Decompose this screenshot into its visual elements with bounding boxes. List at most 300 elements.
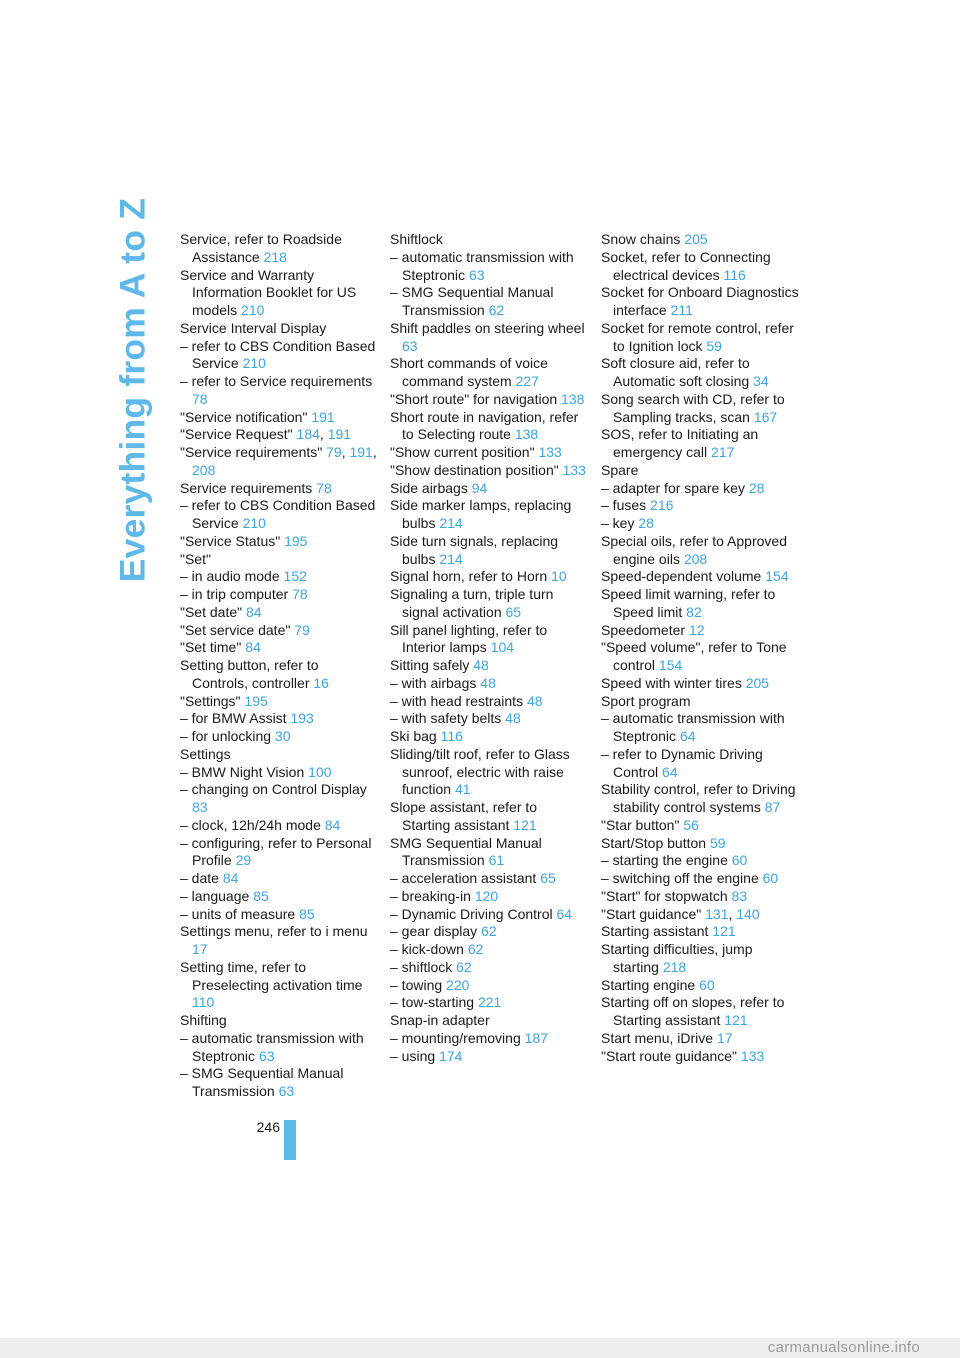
page-reference-link[interactable]: 133 — [562, 461, 586, 478]
index-term: – refer to CBS Condition Based Service — [180, 497, 376, 531]
index-entry — [601, 391, 799, 427]
page-reference-link[interactable]: 140 — [736, 905, 760, 922]
page-reference-link[interactable]: 60 — [699, 976, 715, 993]
page-reference-link[interactable]: 78 — [192, 390, 208, 407]
index-entry — [390, 568, 588, 586]
index-entry — [390, 355, 588, 391]
index-term: – starting the engine — [601, 852, 728, 869]
index-entry — [390, 799, 588, 835]
index-term: Socket for remote control, refer to Ignition lock — [601, 319, 794, 354]
page-reference-link[interactable]: 210 — [242, 355, 266, 372]
page-reference-link[interactable]: 193 — [290, 710, 314, 727]
index-entry — [601, 923, 799, 941]
index-term: – refer to Service requirements — [180, 373, 373, 389]
index-entry — [601, 497, 799, 515]
page-reference-link[interactable]: 154 — [765, 568, 789, 585]
page-reference-link[interactable]: 191 — [349, 444, 373, 460]
index-term: – breaking-in — [390, 887, 471, 904]
page-reference-link[interactable]: 210 — [241, 302, 265, 318]
page-reference-link[interactable]: 63 — [402, 337, 418, 354]
index-entry: "Start guidance" 131, 140 — [601, 905, 760, 922]
index-term: – in audio mode — [180, 568, 280, 585]
index-term: SMG Sequential Manual Transmission — [390, 834, 542, 869]
page-reference-link[interactable]: 60 — [762, 870, 779, 886]
index-term: Side airbags — [390, 479, 468, 496]
page-reference-link[interactable]: 64 — [556, 905, 573, 922]
index-term: – key — [601, 515, 635, 531]
chapter-side-title — [109, 197, 157, 583]
index-term: "Speed volume", refer to Tone control — [601, 639, 787, 673]
page-reference-link[interactable]: 83 — [192, 799, 208, 815]
index-entry — [390, 249, 588, 285]
page-reference-link[interactable]: 56 — [683, 816, 699, 833]
index-term: – using — [390, 1047, 436, 1064]
index-term: – refer to Dynamic Driving Control — [601, 745, 763, 780]
page-reference-link[interactable]: 218 — [662, 958, 687, 975]
index-term: Shift paddles on steering wheel — [390, 319, 585, 336]
index-entry — [601, 941, 799, 977]
page-reference-link[interactable]: 62 — [467, 941, 484, 957]
page-reference-link[interactable]: 28 — [638, 515, 654, 531]
page-reference-link[interactable]: 84 — [324, 816, 341, 833]
index-entry — [601, 284, 799, 320]
index-entry — [390, 977, 588, 995]
index-term: "Set" — [180, 550, 211, 567]
index-term: – switching off the engine — [601, 870, 759, 886]
index-entry — [390, 835, 588, 871]
index-term: Ski bag — [390, 728, 437, 744]
index-term: Short commands of voice command system — [390, 355, 548, 389]
index-term: Service requirements — [180, 479, 313, 496]
index-term: "Start" for stopwatch — [601, 887, 728, 904]
index-entry — [601, 746, 799, 782]
index-entry — [180, 817, 378, 835]
page-reference-link[interactable]: 78 — [316, 479, 332, 496]
index-entry — [390, 1030, 588, 1048]
footer-watermark: carmanualsonline.info — [767, 1339, 920, 1356]
page-reference-link[interactable]: 167 — [753, 408, 778, 425]
index-term: Shiftlock — [390, 231, 443, 247]
index-entry — [180, 693, 378, 711]
page-reference-link[interactable]: 84 — [245, 639, 261, 656]
index-entry — [601, 870, 799, 888]
index-entry — [390, 444, 588, 462]
page-reference-link[interactable]: 184 — [296, 426, 320, 443]
page-reference-link[interactable]: 85 — [299, 905, 315, 922]
page-reference-link[interactable]: 63 — [258, 1047, 275, 1064]
page-reference-link[interactable]: 110 — [192, 994, 215, 1011]
index-term: – automatic transmission with Steptronic — [180, 1029, 364, 1064]
index-term: Signal horn, refer to Horn — [390, 568, 548, 585]
index-term: "Short route" for navigation — [390, 390, 558, 407]
index-entry — [180, 657, 378, 693]
index-entry: "Service Request" 184, 191 — [180, 426, 352, 443]
page-reference-link[interactable]: 60 — [731, 852, 748, 869]
page-reference-link[interactable]: 16 — [313, 674, 329, 691]
index-entry — [601, 977, 799, 995]
index-entry — [601, 835, 799, 853]
index-term: Setting button, refer to Controls, controller — [180, 657, 319, 691]
index-term: Special oils, refer to Approved engine oils — [601, 532, 787, 567]
index-term: – in trip computer — [180, 586, 289, 602]
index-term: Shifting — [180, 1012, 227, 1028]
index-term: – SMG Sequential Manual Transmission — [180, 1065, 344, 1099]
index-entry — [180, 551, 378, 569]
page-reference-link[interactable]: 79 — [294, 621, 310, 638]
index-term: Speedometer — [601, 621, 686, 638]
index-entry — [601, 888, 799, 906]
index-entry — [601, 994, 799, 1030]
page-reference-link[interactable]: 214 — [439, 515, 463, 531]
index-term: "Service Status" — [180, 532, 281, 549]
page-reference-link[interactable]: 100 — [308, 763, 332, 780]
page-reference-link[interactable]: 104 — [490, 639, 515, 656]
page-reference-link[interactable]: 174 — [439, 1047, 463, 1064]
page-reference-link[interactable]: 217 — [711, 444, 735, 460]
index-term: "Start route guidance" — [601, 1047, 738, 1064]
index-entry — [180, 835, 378, 871]
chapter-side-title-text: Everything from A to Z — [112, 197, 153, 583]
index-entry — [180, 409, 378, 427]
index-entry — [390, 1048, 588, 1066]
index-entry — [390, 409, 588, 445]
page-reference-link[interactable]: 82 — [686, 603, 702, 620]
index-entry — [390, 231, 588, 249]
page-reference-link[interactable]: 17 — [716, 1029, 733, 1046]
page-reference-link[interactable]: 208 — [192, 461, 216, 478]
index-term: – adapter for spare key — [601, 479, 745, 496]
index-term: "Set service date" — [180, 621, 291, 638]
index-term: – mounting/removing — [390, 1029, 521, 1046]
index-term: – for unlocking — [180, 728, 272, 744]
index-term: Starting difficulties, jump starting — [601, 941, 753, 975]
page-reference-link[interactable]: 59 — [709, 834, 726, 851]
index-entry — [601, 675, 799, 693]
page-reference-link[interactable]: 84 — [222, 870, 239, 886]
index-entry — [180, 480, 378, 498]
page-number: 246 — [256, 1119, 280, 1135]
index-term: Start/Stop button — [601, 834, 707, 851]
index-term: Settings — [180, 745, 231, 762]
index-entry — [390, 1012, 588, 1030]
index-term: – with head restraints — [390, 692, 524, 709]
page-reference-link[interactable]: 87 — [764, 799, 781, 815]
index-entry — [180, 568, 378, 586]
page-reference-link[interactable]: 187 — [524, 1029, 548, 1046]
index-entry — [601, 622, 799, 640]
index-term: – clock, 12h/24h mode — [180, 816, 321, 833]
index-entry — [180, 338, 378, 374]
page-reference-link[interactable]: 48 — [480, 674, 496, 691]
page-reference-link[interactable]: 208 — [683, 550, 708, 567]
index-entry — [180, 906, 378, 924]
index-entry — [180, 604, 378, 622]
page-reference-link[interactable]: 152 — [283, 568, 307, 585]
index-term: "Show current position" — [390, 444, 535, 460]
page-reference-link[interactable]: 205 — [684, 231, 708, 247]
index-entry — [180, 746, 378, 764]
page-reference-link[interactable]: 61 — [488, 852, 505, 869]
index-term: "Set time" — [180, 639, 242, 656]
page-reference-link[interactable]: 220 — [446, 976, 470, 993]
index-term: – refer to CBS Condition Based Service — [180, 337, 376, 372]
index-entry — [180, 888, 378, 906]
page-reference-link[interactable]: 138 — [561, 390, 585, 407]
index-entry — [390, 906, 588, 924]
index-term: "Show destination position" — [390, 461, 559, 478]
index-entry — [180, 764, 378, 782]
index-entry — [180, 959, 378, 1012]
page-reference-link[interactable]: 64 — [662, 763, 678, 780]
index-term: – language — [180, 887, 250, 904]
footer-bar — [0, 1338, 960, 1358]
index-entry — [180, 267, 378, 320]
page-reference-link[interactable]: 29 — [235, 852, 252, 869]
index-entry — [390, 959, 588, 977]
page-reference-link[interactable]: 65 — [505, 603, 522, 620]
page-reference-link[interactable]: 48 — [473, 657, 489, 673]
index-entry — [390, 941, 588, 959]
index-entry — [601, 693, 799, 711]
index-entry — [390, 693, 588, 711]
index-term: "Service notification" — [180, 408, 308, 425]
page-reference-link[interactable]: 94 — [471, 479, 488, 496]
index-term: SOS, refer to Initiating an emergency call — [601, 426, 759, 460]
page-reference-link[interactable]: 84 — [245, 603, 262, 620]
index-term: Sill panel lighting, refer to Interior lamps — [390, 621, 548, 656]
page-reference-link[interactable]: 191 — [311, 408, 335, 425]
index-term: Service Interval Display — [180, 319, 327, 336]
index-entry — [390, 391, 588, 409]
index-entry — [601, 639, 799, 675]
index-term: Song search with CD, refer to Sampling tracks, scan — [601, 390, 785, 425]
index-term: Starting engine — [601, 976, 696, 993]
page-reference-link[interactable]: 78 — [292, 586, 308, 602]
index-column-3 — [601, 231, 799, 1065]
index-entry — [390, 320, 588, 356]
index-term: – date — [180, 870, 219, 886]
index-entry — [390, 284, 588, 320]
index-entry — [390, 994, 588, 1012]
index-term: Sport program — [601, 692, 691, 709]
index-entry — [601, 710, 799, 746]
index-entry — [601, 515, 799, 533]
index-entry — [601, 355, 799, 391]
page-reference-link[interactable]: 65 — [540, 870, 556, 886]
page-reference-link[interactable]: 138 — [514, 426, 539, 443]
index-term: Soft closure aid, refer to Automatic soft closing — [601, 355, 750, 389]
index-term: – tow-starting — [390, 994, 475, 1011]
page-reference-link[interactable]: 131 — [705, 905, 729, 922]
index-entry — [390, 728, 588, 746]
page-reference-link[interactable]: 48 — [526, 692, 543, 709]
index-entry — [390, 622, 588, 658]
index-term: Setting time, refer to Preselecting activation time — [180, 958, 363, 993]
index-term: – Dynamic Driving Control — [390, 905, 553, 922]
page-reference-link[interactable]: 64 — [679, 728, 696, 744]
index-entry — [601, 1030, 799, 1048]
page-reference-link[interactable]: 211 — [670, 302, 693, 318]
index-term: – gear display — [390, 923, 478, 940]
page-reference-link[interactable]: 195 — [284, 532, 308, 549]
index-term: Speed with winter tires — [601, 674, 742, 691]
page-reference-link[interactable]: 59 — [706, 337, 722, 354]
index-entry — [390, 586, 588, 622]
index-entry — [601, 586, 799, 622]
page-reference-link[interactable]: 154 — [658, 657, 683, 673]
index-term: Socket, refer to Connecting electrical devices — [601, 248, 771, 283]
index-entry — [180, 586, 378, 604]
index-entry — [601, 426, 799, 462]
index-term: Signaling a turn, triple turn signal activation — [390, 586, 554, 620]
index-entry — [180, 1065, 378, 1101]
page-reference-link[interactable]: 12 — [688, 621, 705, 638]
page-reference-link[interactable]: 133 — [538, 444, 562, 460]
index-entry — [601, 249, 799, 285]
page-reference-link[interactable]: 216 — [650, 497, 674, 514]
page-reference-link[interactable]: 79 — [326, 444, 342, 460]
page-reference-link[interactable]: 195 — [244, 692, 268, 709]
index-term: – with airbags — [390, 674, 477, 691]
index-term: – with safety belts — [390, 710, 502, 727]
index-term: Speed limit warning, refer to Speed limit — [601, 586, 776, 620]
index-term: Speed-dependent volume — [601, 568, 762, 585]
index-entry — [390, 657, 588, 675]
index-term: Sitting safely — [390, 657, 470, 673]
page-reference-link[interactable]: 210 — [242, 515, 266, 531]
index-entry — [601, 462, 799, 480]
index-term: – fuses — [601, 497, 647, 514]
index-term: Service, refer to Roadside Assistance — [180, 231, 342, 265]
index-term: – configuring, refer to Personal Profile — [180, 834, 372, 869]
page-reference-link[interactable]: 17 — [192, 941, 208, 957]
index-entry — [390, 923, 588, 941]
index-term: "Settings" — [180, 692, 241, 709]
index-entry — [180, 320, 378, 338]
index-term: "Star button" — [601, 816, 680, 833]
index-entry — [601, 533, 799, 569]
index-entry — [180, 497, 378, 533]
page-reference-link[interactable]: 63 — [468, 266, 485, 283]
index-term: Starting assistant — [601, 923, 709, 940]
page-reference-link[interactable]: 116 — [723, 266, 746, 283]
index-entry — [601, 852, 799, 870]
index-term: Slope assistant, refer to Starting assistant — [390, 799, 538, 833]
index-term: Stability control, refer to Driving stability control systems — [601, 781, 796, 815]
index-entry — [601, 1048, 799, 1066]
page-reference-link[interactable]: 121 — [724, 1012, 748, 1028]
index-term: Snap-in adapter — [390, 1012, 490, 1028]
page-reference-link[interactable]: 83 — [731, 887, 748, 904]
index-term: – units of measure — [180, 905, 296, 922]
index-term: Service and Warranty Information Booklet for US models — [180, 266, 357, 318]
index-entry — [180, 781, 378, 817]
page-reference-link[interactable]: 30 — [274, 728, 291, 744]
page-reference-link[interactable]: 121 — [513, 816, 537, 833]
page-reference-link[interactable]: 227 — [515, 373, 539, 389]
index-entry — [180, 1012, 378, 1030]
page-reference-link[interactable]: 85 — [253, 887, 269, 904]
page-number-bar — [284, 1120, 296, 1160]
page-reference-link[interactable]: 214 — [439, 550, 463, 567]
index-term: Side marker lamps, replacing bulbs — [390, 497, 572, 531]
page-reference-link[interactable]: 62 — [456, 958, 472, 975]
index-entry — [180, 373, 378, 409]
page-reference-link[interactable]: 121 — [712, 923, 736, 940]
index-entry — [180, 231, 378, 267]
index-entry — [390, 462, 588, 480]
index-term: "Set date" — [180, 603, 243, 620]
page-reference-link[interactable]: 120 — [474, 887, 499, 904]
index-term: Short route in navigation, refer to Selecting route — [390, 408, 579, 443]
index-entry — [601, 231, 799, 249]
index-term: Start menu, iDrive — [601, 1029, 714, 1046]
index-term: – automatic transmission with Steptronic — [601, 710, 785, 744]
page-reference-link[interactable]: 218 — [263, 248, 287, 265]
index-entry — [601, 568, 799, 586]
index-entry — [390, 533, 588, 569]
index-entry — [390, 497, 588, 533]
index-term: – shiftlock — [390, 958, 453, 975]
index-entry — [180, 923, 378, 959]
index-entry — [180, 870, 378, 888]
index-entry — [601, 480, 799, 498]
page-reference-link[interactable]: 28 — [748, 479, 765, 496]
index-entry — [390, 710, 588, 728]
index-term: Sliding/tilt roof, refer to Glass sunroof, electric with raise function — [390, 745, 570, 798]
index-term: – acceleration assistant — [390, 870, 537, 886]
index-term: Side turn signals, replacing bulbs — [390, 532, 559, 567]
index-entry — [390, 870, 588, 888]
index-term: Starting off on slopes, refer to Starting assistant — [601, 994, 785, 1028]
index-term: – towing — [390, 976, 443, 993]
index-entry — [390, 480, 588, 498]
index-term: "Service requirements" — [180, 444, 323, 460]
index-entry — [180, 622, 378, 640]
index-term: Socket for Onboard Diagnostics interface — [601, 284, 799, 318]
page-reference-link[interactable]: 205 — [745, 674, 770, 691]
page-reference-link[interactable]: 63 — [278, 1083, 295, 1099]
page-reference-link[interactable]: 116 — [440, 728, 463, 744]
page-reference-link[interactable]: 41 — [454, 781, 471, 798]
index-entry — [180, 728, 378, 746]
index-term: – changing on Control Display — [180, 781, 367, 798]
index-term: Settings menu, refer to i menu — [180, 923, 368, 940]
page-reference-link[interactable]: 221 — [477, 994, 502, 1011]
page-reference-link[interactable]: 48 — [505, 710, 521, 727]
page-reference-link[interactable]: 62 — [481, 923, 497, 940]
index-term: Spare — [601, 461, 639, 478]
index-term: "Service Request" — [180, 426, 293, 443]
index-entry — [390, 888, 588, 906]
page-reference-link[interactable]: 133 — [740, 1047, 765, 1064]
page-reference-link[interactable]: 62 — [488, 302, 505, 318]
page-reference-link[interactable]: 10 — [551, 568, 567, 585]
index-entry — [180, 533, 378, 551]
index-entry — [390, 746, 588, 799]
index-entry — [390, 675, 588, 693]
page-reference-link[interactable]: 191 — [327, 426, 352, 443]
index-term: – kick-down — [390, 941, 464, 957]
page-reference-link[interactable]: 34 — [753, 373, 769, 389]
index-entry — [180, 639, 378, 657]
index-term: – for BMW Assist — [180, 710, 287, 727]
index-column-2 — [390, 231, 588, 1065]
index-term: "Start guidance" — [601, 905, 702, 922]
index-entry — [180, 1030, 378, 1066]
index-entry: "Service requirements" 79, 191, 208 — [180, 444, 377, 478]
index-entry — [601, 781, 799, 817]
